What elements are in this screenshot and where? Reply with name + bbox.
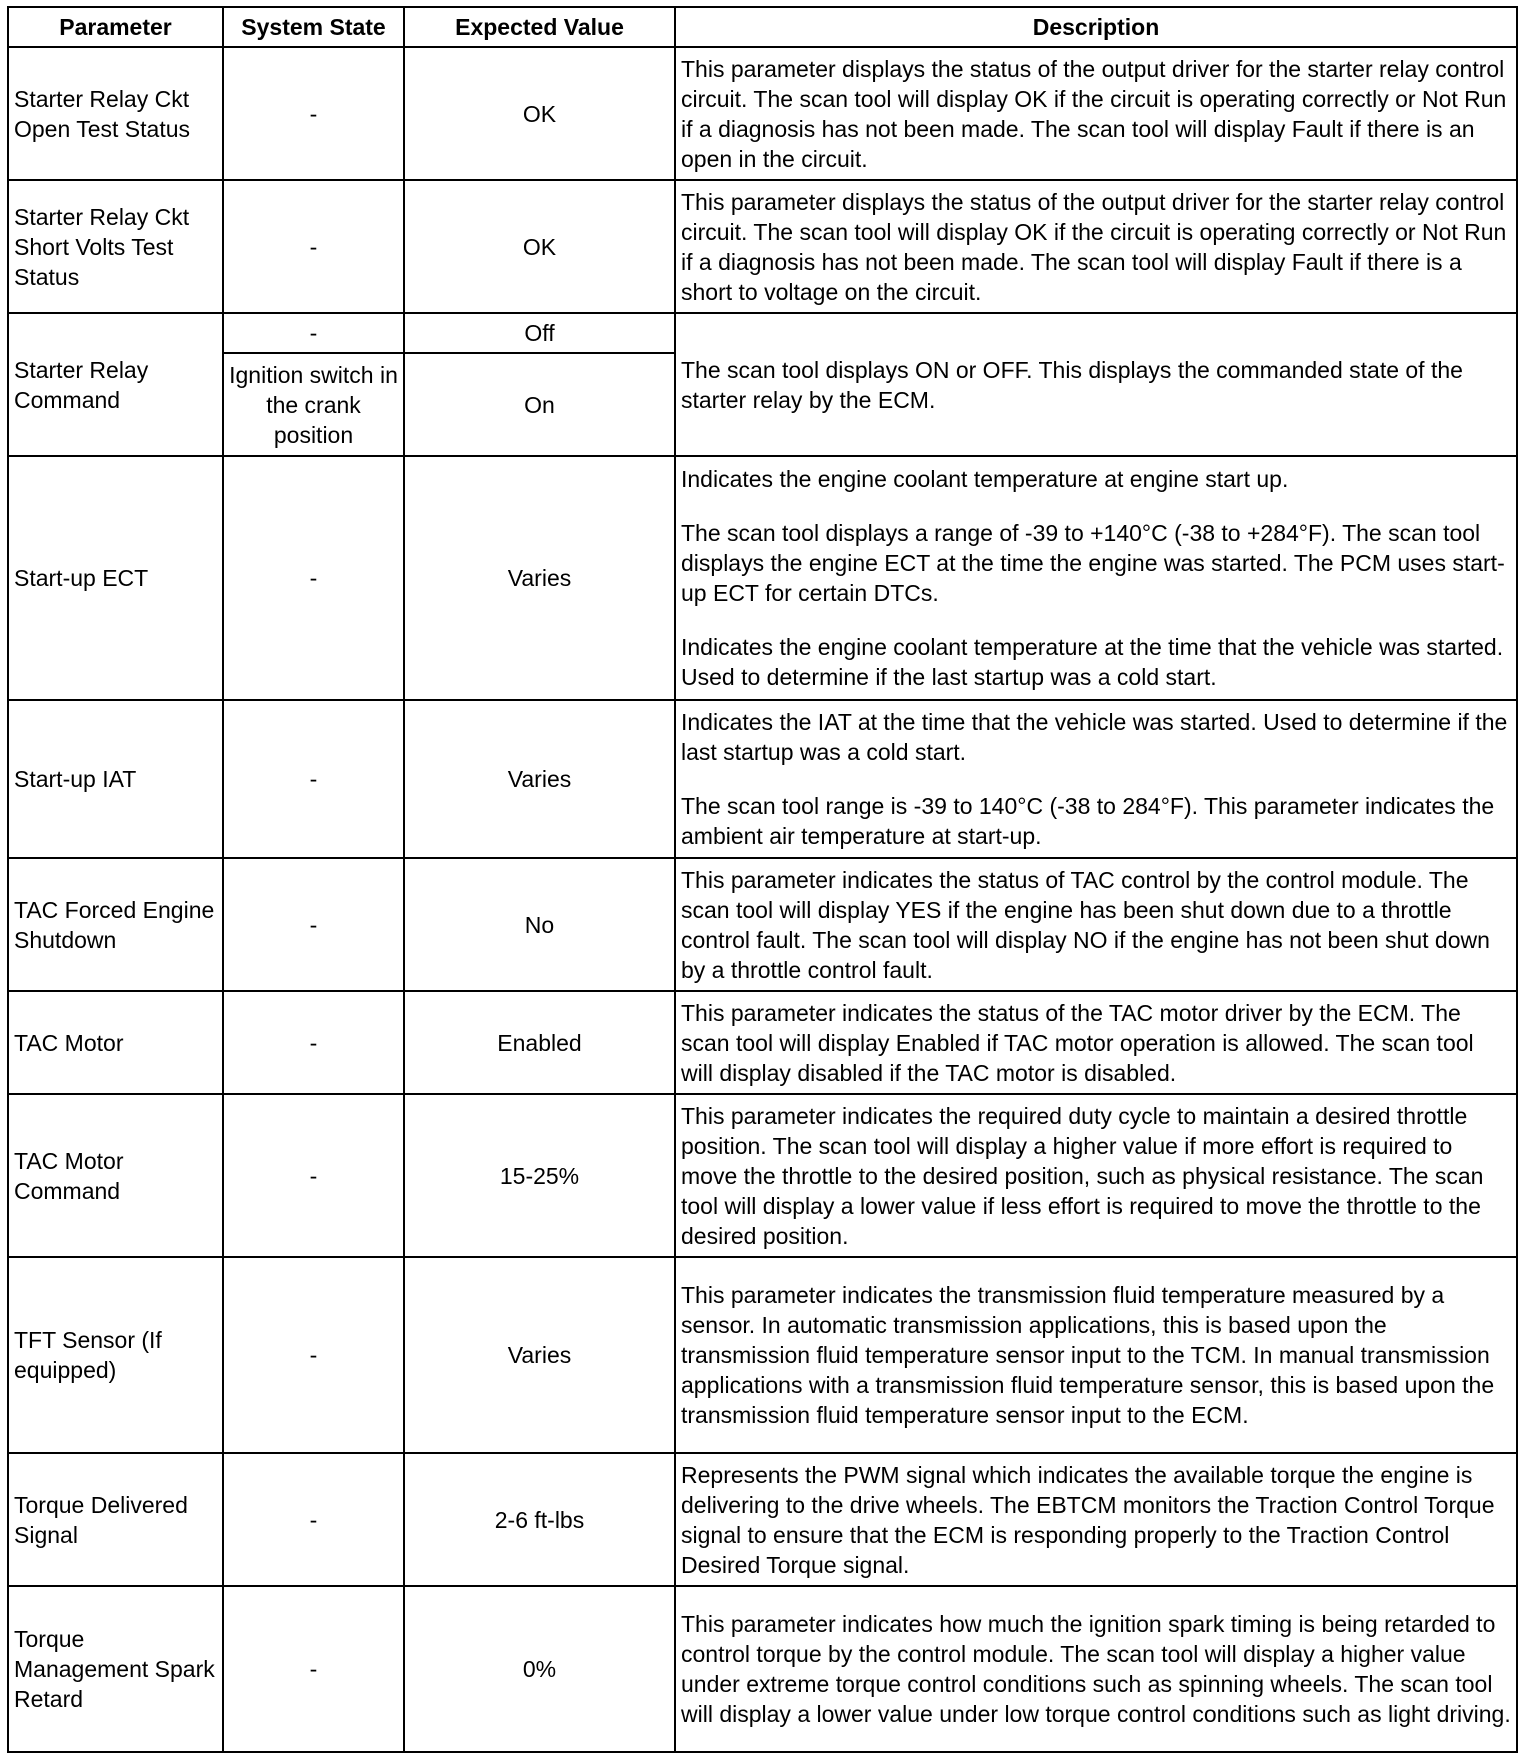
description-text: This parameter indicates how much the ignition spark timing is being retarded to control torque by the control module. The scan tool will display a higher value under extreme torque control conditions such as spinning wheels. The scan tool will display a lower value under low torque control conditions such as light driving. [681, 1611, 1511, 1727]
description-text: This parameter indicates the transmission fluid temperature measured by a sensor. In automatic transmission applications, this is based upon the transmission fluid temperature sensor input to the TCM. In manual transmission applications with a transmission fluid temperature sensor, this is based upon the transmission fluid temperature sensor input to the ECM. [681, 1282, 1495, 1428]
expected-value-cell: Enabled [404, 991, 675, 1094]
system-state-cell: - [223, 1453, 404, 1586]
parameter-cell: TAC Motor [8, 991, 223, 1094]
expected-value-cell: Varies [404, 1257, 675, 1453]
system-state-cell: - [223, 1586, 404, 1752]
description-cell [675, 456, 1517, 700]
table-row [8, 456, 1517, 700]
expected-value-cell: 15-25% [404, 1094, 675, 1257]
system-state-cell: - [223, 47, 404, 180]
parameter-cell: Starter Relay Ckt Open Test Status [8, 47, 223, 180]
system-state-cell: - [223, 1257, 404, 1453]
description-text: The scan tool displays ON or OFF. This displays the commanded state of the starter relay by the ECM. [681, 356, 1463, 413]
system-state-cell: - [223, 456, 404, 700]
description-text: This parameter indicates the status of TAC control by the control module. The scan tool will display YES if the engine has been shut down due to a throttle control fault. The scan tool will display NO if the engine has not been shut down by a throttle control fault. [681, 866, 1490, 983]
system-state-cell: - [223, 991, 404, 1094]
description-cell [675, 1257, 1517, 1453]
parameter-cell: Starter Relay Ckt Short Volts Test Status [8, 180, 223, 313]
description-text: This parameter indicates the required duty cycle to maintain a desired throttle position. The scan tool will display a higher value if more effort is required to move the throttle to the desired position, such as physical resistance. The scan tool will display a lower value if less effort is required to move the throttle to the desired position. [681, 1102, 1484, 1249]
description-text: The scan tool displays a range of -39 to +140°C (-38 to +284°F). The scan tool displays the engine ECT at the time the engine was started. The PCM uses start-up ECT for certain DTCs. [681, 520, 1505, 606]
expected-value-cell: 2-6 ft-lbs [404, 1453, 675, 1586]
system-state-cell: - [223, 700, 404, 858]
description-cell [675, 1094, 1517, 1257]
header-row [8, 7, 1517, 47]
expected-value-cell: On [404, 353, 675, 456]
description-cell [675, 700, 1517, 858]
description-text: This parameter displays the status of the output driver for the starter relay control circuit. The scan tool will display OK if the circuit is operating correctly or Not Run if a diagnosis has not been made. The scan tool will display Fault if there is an open in the circuit. [681, 55, 1507, 172]
expected-value-cell: OK [404, 47, 675, 180]
parameter-cell: Start-up IAT [8, 700, 223, 858]
table-row [8, 1453, 1517, 1586]
table-row [8, 858, 1517, 991]
header-parameter: Parameter [8, 7, 223, 47]
description-cell [675, 1453, 1517, 1586]
header-system-state: System State [223, 7, 404, 47]
parameter-cell: Torque Management Spark Retard [8, 1586, 223, 1752]
description-text: Indicates the engine coolant temperature at engine start up. [681, 466, 1289, 492]
system-state-cell: - [223, 1094, 404, 1257]
expected-value-cell: No [404, 858, 675, 991]
table-row [8, 700, 1517, 858]
description-cell [675, 180, 1517, 313]
description-text: The scan tool range is -39 to 140°C (-38 to 284°F). This parameter indicates the ambient air temperature at start-up. [681, 793, 1495, 849]
description-text: Indicates the engine coolant temperature at the time that the vehicle was started. Used to determine if the last startup was a cold start. [681, 634, 1504, 690]
header-description: Description [675, 7, 1517, 47]
description-cell [675, 991, 1517, 1094]
parameter-cell: Starter Relay Command [8, 313, 223, 456]
parameter-cell: TAC Motor Command [8, 1094, 223, 1257]
expected-value-cell: 0% [404, 1586, 675, 1752]
description-cell [675, 858, 1517, 991]
table-row [8, 313, 1517, 353]
parameter-cell: TFT Sensor (If equipped) [8, 1257, 223, 1453]
description-text: This parameter indicates the status of the TAC motor driver by the ECM. The scan tool will display Enabled if TAC motor operation is allowed. The scan tool will display disabled if the TAC motor is disabled. [681, 999, 1474, 1086]
description-cell [675, 1586, 1517, 1752]
system-state-cell: - [223, 180, 404, 313]
expected-value-cell: Off [404, 313, 675, 353]
parameter-table [7, 6, 1518, 1753]
system-state-cell: Ignition switch in the crank position [223, 353, 404, 456]
parameter-cell: Torque Delivered Signal [8, 1453, 223, 1586]
table-row [8, 180, 1517, 313]
table-row [8, 1586, 1517, 1752]
description-text: Indicates the IAT at the time that the vehicle was started. Used to determine if the last startup was a cold start. [681, 709, 1508, 765]
description-cell [675, 47, 1517, 180]
expected-value-cell: OK [404, 180, 675, 313]
expected-value-cell: Varies [404, 700, 675, 858]
table-row [8, 47, 1517, 180]
parameter-cell: TAC Forced Engine Shutdown [8, 858, 223, 991]
system-state-cell: - [223, 313, 404, 353]
table-row [8, 1257, 1517, 1453]
header-expected-value: Expected Value [404, 7, 675, 47]
parameter-cell: Start-up ECT [8, 456, 223, 700]
description-text: Represents the PWM signal which indicates the available torque the engine is delivering to the drive wheels. The EBTCM monitors the Traction Control Torque signal to ensure that the ECM is responding properly to the Traction Control Desired Torque signal. [681, 1461, 1495, 1578]
table-row [8, 1094, 1517, 1257]
table-row [8, 991, 1517, 1094]
system-state-cell: - [223, 858, 404, 991]
description-cell [675, 313, 1517, 456]
description-text: This parameter displays the status of the output driver for the starter relay control circuit. The scan tool will display OK if the circuit is operating correctly or Not Run if a diagnosis has not been made. The scan tool will display Fault if there is a short to voltage on the circuit. [681, 188, 1507, 305]
expected-value-cell: Varies [404, 456, 675, 700]
